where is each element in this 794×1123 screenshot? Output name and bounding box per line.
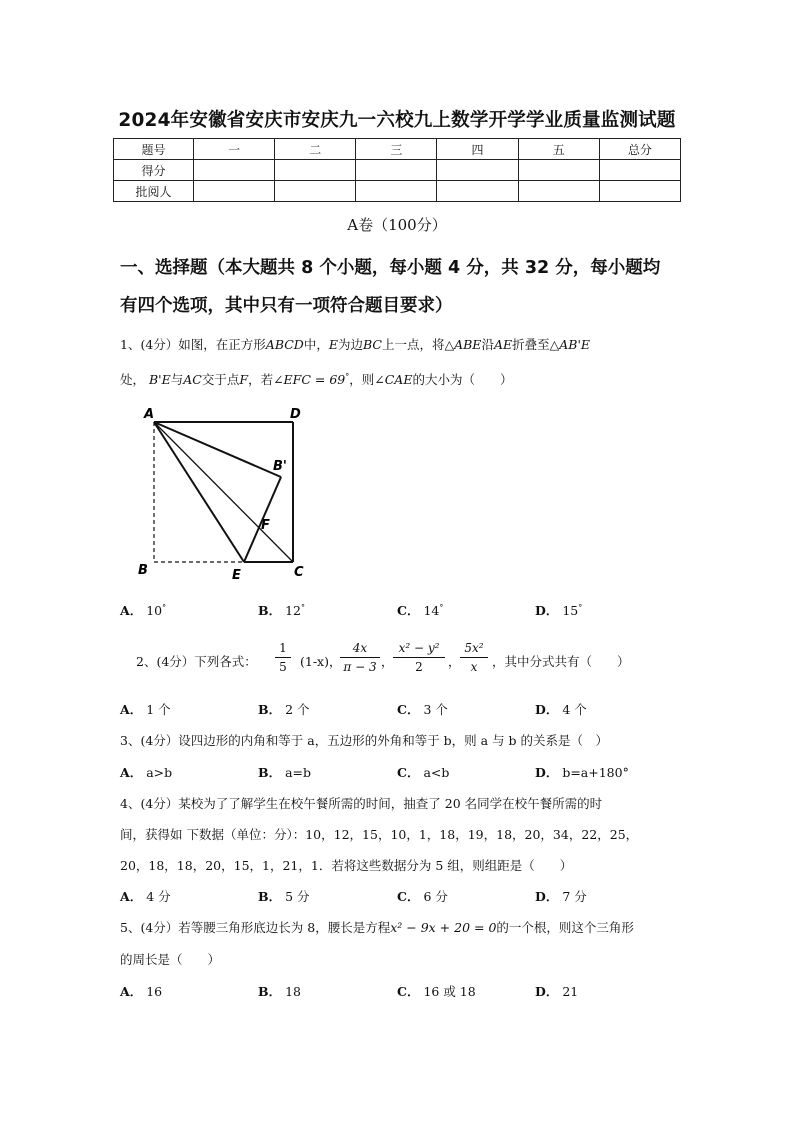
option-letter: A． — [120, 889, 143, 904]
option-value: 16 或 18 — [423, 984, 476, 999]
q1-text: 与 — [170, 372, 184, 387]
score-table — [113, 138, 681, 202]
score-cell — [599, 181, 680, 202]
q3-text: 3、(4分）设四边形的内角和等于 a，五边形的外角和等于 b，则 a 与 b 的关系是（ ） — [120, 733, 609, 748]
section-a-heading: A卷（100分） — [347, 216, 447, 234]
label-e: E — [232, 568, 241, 583]
q1-math: ∠CAE — [374, 372, 413, 387]
option-letter: A． — [120, 765, 143, 780]
option-value: 2 个 — [285, 702, 310, 717]
score-header-cell: 二 — [275, 139, 356, 160]
label-a: A — [144, 407, 155, 422]
q1-text: 交于点 — [201, 372, 240, 387]
q5-option-b[interactable] — [258, 982, 301, 1000]
q3-option-c[interactable] — [397, 763, 449, 781]
q1-text: 为边 — [337, 337, 363, 352]
option-letter: D． — [535, 889, 559, 904]
score-cell — [518, 160, 599, 181]
option-value: a=b — [285, 765, 311, 780]
q1-option-b[interactable] — [258, 601, 305, 619]
option-value: 10 — [146, 603, 163, 618]
fraction-numerator: 5x² — [460, 641, 488, 658]
q1-text: 上一点，将 — [381, 337, 445, 352]
q5-line2: 的周长是（ ） — [120, 952, 221, 967]
segment-ab-prime — [154, 422, 281, 477]
option-value: a<b — [423, 765, 450, 780]
option-value: 4 个 — [562, 702, 587, 717]
score-cell — [356, 181, 437, 202]
q2-prefix: 2、(4分）下列各式： — [136, 654, 257, 669]
q1-math: E — [328, 337, 338, 352]
q2-fraction-2 — [340, 641, 380, 674]
fraction-denominator: x — [470, 660, 478, 674]
q1-option-d[interactable] — [535, 601, 582, 619]
q2-option-c[interactable] — [397, 700, 448, 718]
q1-math: ABCD — [265, 337, 304, 352]
option-letter: A． — [120, 702, 143, 717]
q2-option-a[interactable] — [120, 700, 171, 718]
q1-math: △AB'E — [549, 337, 591, 352]
q1-figure — [130, 400, 320, 585]
option-letter: D． — [535, 765, 559, 780]
option-letter: C． — [397, 702, 420, 717]
q2-comma: ， — [448, 654, 461, 669]
segment-ac — [154, 422, 293, 562]
segment-ae — [154, 422, 244, 562]
score-header-cell: 题号 — [114, 139, 194, 160]
fraction-denominator: 5 — [279, 660, 287, 674]
q4-option-b[interactable] — [258, 887, 310, 905]
q1-math: BC — [362, 337, 382, 352]
q5-text: 5、(4分）若等腰三角形底边长为 8，腰长是方程 — [120, 920, 391, 935]
option-letter: B． — [258, 889, 282, 904]
q5-option-c[interactable] — [397, 982, 476, 1000]
option-letter: D． — [535, 984, 559, 999]
score-header-cell: 总分 — [599, 139, 680, 160]
score-header-cell: 三 — [356, 139, 437, 160]
q4-line2: 间，获得如 下数据（单位：分）：10，12，15，10，1，18，19，18，20，34，22，25， — [120, 827, 639, 842]
q3-option-a[interactable] — [120, 763, 172, 781]
fraction-numerator: 1 — [275, 641, 291, 658]
q1-line1 — [120, 335, 590, 353]
q1-text: 折叠至 — [512, 337, 550, 352]
option-letter: B． — [258, 702, 282, 717]
option-letter: B． — [258, 603, 282, 618]
q1-option-c[interactable] — [397, 601, 443, 619]
option-value: 15 — [562, 603, 579, 618]
score-cell — [194, 160, 275, 181]
score-header-cell: 四 — [437, 139, 518, 160]
q1-math: AC — [183, 372, 202, 387]
option-letter: C． — [397, 984, 420, 999]
option-letter: C． — [397, 603, 420, 618]
option-letter: C． — [397, 889, 420, 904]
section1-heading-line1: 一、选择题（本大题共 8 个小题，每小题 4 分，共 32 分，每小题均 — [120, 258, 661, 278]
q5-equation: x² − 9x + 20 = 0 — [390, 920, 497, 935]
q2-mid: (1-x)， — [300, 654, 342, 669]
label-c: C — [294, 565, 304, 580]
score-cell — [437, 181, 518, 202]
option-letter: B． — [258, 984, 282, 999]
degree-sign: ° — [439, 602, 444, 612]
degree-sign: ° — [300, 602, 305, 612]
score-table-row — [114, 181, 681, 202]
label-b-prime: B' — [273, 459, 287, 474]
q1-option-a[interactable] — [120, 601, 166, 619]
option-value: 6 分 — [423, 889, 448, 904]
q1-text: ，则 — [349, 372, 375, 387]
exam-title: 2024年安徽省安庆市安庆九一六校九上数学开学学业质量监测试题 — [118, 110, 676, 131]
q1-math: △ABE — [444, 337, 482, 352]
q1-line2 — [120, 370, 512, 388]
label-b: B — [138, 563, 148, 578]
q3-option-d[interactable] — [535, 763, 629, 781]
option-letter: C． — [397, 765, 420, 780]
q1-text: 处， — [120, 372, 146, 387]
option-letter: A． — [120, 603, 143, 618]
section1-heading-line2: 有四个选项，其中只有一项符合题目要求） — [120, 296, 453, 316]
q1-text: 中， — [303, 337, 329, 352]
option-value: 21 — [562, 984, 579, 999]
q5-line1 — [120, 918, 634, 936]
score-row-label: 批阅人 — [114, 181, 194, 202]
score-cell — [437, 160, 518, 181]
option-letter: D． — [535, 702, 559, 717]
option-value: 4 分 — [146, 889, 171, 904]
score-cell — [518, 181, 599, 202]
option-value: 3 个 — [423, 702, 448, 717]
q1-text: 的大小为（ ） — [412, 372, 513, 387]
q2-option-b[interactable] — [258, 700, 310, 718]
option-letter: D． — [535, 603, 559, 618]
score-table-row — [114, 160, 681, 181]
score-table-header-row — [114, 139, 681, 160]
fraction-numerator: 4x — [340, 641, 380, 658]
degree-sign: ° — [578, 602, 583, 612]
option-value: 16 — [146, 984, 163, 999]
q3-option-b[interactable] — [258, 763, 311, 781]
fraction-numerator: x² − y² — [393, 641, 445, 658]
q4-option-d[interactable] — [535, 887, 587, 905]
q1-math: F — [239, 372, 249, 387]
score-row-label: 得分 — [114, 160, 194, 181]
q1-text: 1、(4分）如图，在正方形 — [120, 337, 266, 352]
q1-text: ，若 — [248, 372, 274, 387]
score-cell — [275, 160, 356, 181]
score-cell — [356, 160, 437, 181]
q2-tail: ，其中分式共有（ ） — [492, 654, 630, 669]
q4-option-a[interactable] — [120, 887, 171, 905]
q2-comma: ， — [381, 654, 394, 669]
q2-fraction-1 — [275, 641, 291, 674]
q2-fraction-4 — [460, 641, 488, 674]
q1-text: 沿 — [481, 337, 494, 352]
label-f: F — [261, 518, 270, 533]
degree-sign: ° — [345, 371, 350, 381]
q1-math: AE — [493, 337, 513, 352]
option-letter: A． — [120, 984, 143, 999]
option-value: 5 分 — [285, 889, 310, 904]
option-value: 18 — [285, 984, 301, 999]
option-letter: B． — [258, 765, 282, 780]
q2-fraction-3 — [393, 641, 445, 674]
score-cell — [599, 160, 680, 181]
score-header-cell: 五 — [518, 139, 599, 160]
q1-math: ∠EFC = 69 — [273, 372, 346, 387]
q5-text: 的一个根，则这个三角形 — [496, 920, 634, 935]
score-cell — [194, 181, 275, 202]
score-cell — [275, 181, 356, 202]
label-d: D — [290, 407, 301, 422]
q4-option-c[interactable] — [397, 887, 448, 905]
option-value: 14 — [423, 603, 440, 618]
fraction-denominator: 2 — [415, 660, 423, 674]
option-value: b=a+180° — [562, 765, 629, 780]
q2-option-d[interactable] — [535, 700, 587, 718]
degree-sign: ° — [162, 602, 167, 612]
option-value: a>b — [146, 765, 173, 780]
q5-option-a[interactable] — [120, 982, 162, 1000]
q1-math: B'E — [149, 372, 171, 387]
q4-line3: 20，18，18，20，15，1，21，1．若将这些数据分为 5 组，则组距是（ ） — [120, 858, 573, 873]
q5-option-d[interactable] — [535, 982, 578, 1000]
option-value: 1 个 — [146, 702, 171, 717]
q4-line1: 4、(4分）某校为了了解学生在校午餐所需的时间，抽查了 20 名同学在校午餐所需的时 — [120, 796, 603, 811]
score-header-cell: 一 — [194, 139, 275, 160]
fraction-denominator: π − 3 — [343, 660, 377, 674]
option-value: 7 分 — [562, 889, 587, 904]
option-value: 12 — [285, 603, 301, 618]
